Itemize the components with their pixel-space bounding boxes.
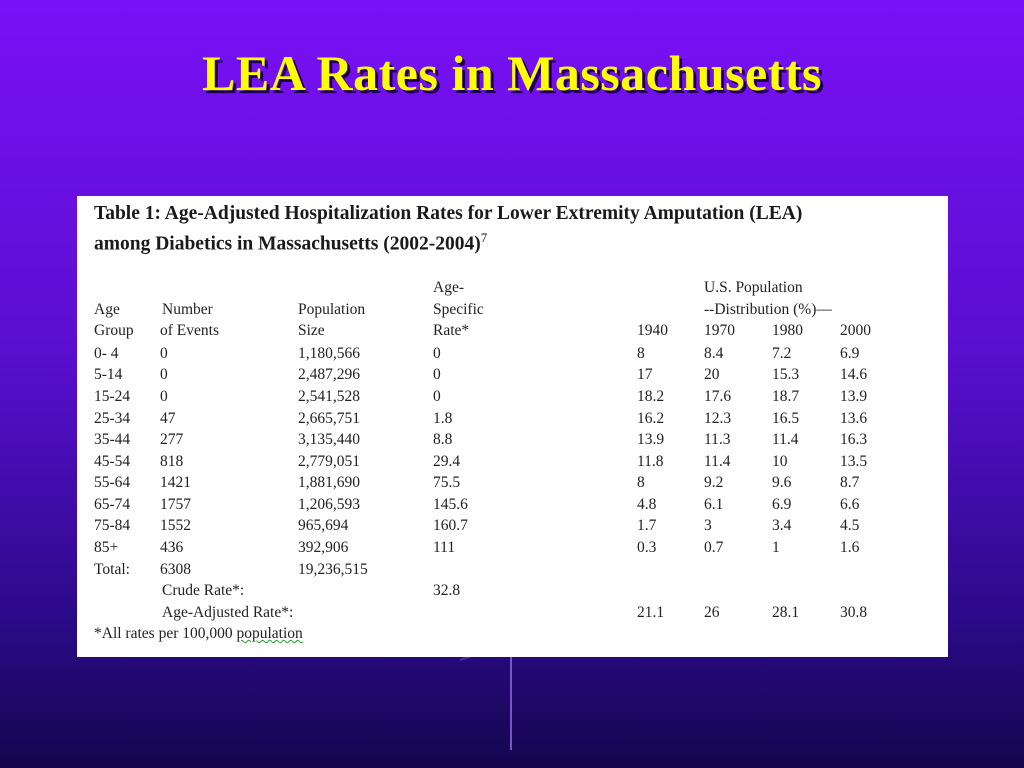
cell-population: 2,541,528 bbox=[298, 388, 360, 405]
caption-line-2-text: among Diabetics in Massachusetts (2002-2004) bbox=[94, 233, 481, 255]
slide-title: LEA Rates in Massachusetts bbox=[202, 45, 822, 101]
age-adjusted-rate-label: Age-Adjusted Rate*: bbox=[162, 604, 294, 621]
cell-1980: 16.5 bbox=[772, 410, 800, 427]
cell-1980: 10 bbox=[772, 453, 788, 470]
header-rate-line0: Age- bbox=[433, 279, 464, 296]
cell-1980: 18.7 bbox=[772, 388, 800, 405]
cell-1970: 6.1 bbox=[704, 496, 724, 513]
cell-1940: 0.3 bbox=[637, 539, 657, 556]
cell-1940: 8 bbox=[637, 345, 645, 362]
header-us-population: U.S. Population bbox=[704, 279, 803, 296]
cell-events: 1552 bbox=[160, 517, 191, 534]
cell-events: 1757 bbox=[160, 496, 191, 513]
cell-age: 5-14 bbox=[94, 366, 123, 383]
cell-1980: 3.4 bbox=[772, 517, 792, 534]
cell-rate: 1.8 bbox=[433, 410, 453, 427]
total-events: 6308 bbox=[160, 561, 191, 578]
header-year-2000: 2000 bbox=[840, 322, 871, 339]
cell-1970: 11.4 bbox=[704, 453, 731, 470]
cell-rate: 0 bbox=[433, 366, 441, 383]
cell-1980: 15.3 bbox=[772, 366, 800, 383]
header-distribution: --Distribution (%)— bbox=[704, 301, 832, 318]
table-caption bbox=[94, 202, 939, 257]
cell-1970: 17.6 bbox=[704, 388, 732, 405]
cell-1980: 9.6 bbox=[772, 474, 792, 491]
cell-rate: 75.5 bbox=[433, 474, 461, 491]
cell-population: 2,487,296 bbox=[298, 366, 360, 383]
header-population-line1: Population bbox=[298, 301, 366, 318]
footnote-text: *All rates per 100,000 bbox=[94, 625, 237, 642]
cell-2000: 14.6 bbox=[840, 366, 868, 383]
cell-age: 85+ bbox=[94, 539, 119, 556]
table-footnote bbox=[94, 625, 303, 643]
cell-age: 55-64 bbox=[94, 474, 131, 491]
header-year-1970: 1970 bbox=[704, 322, 735, 339]
header-age-line1: Age bbox=[94, 301, 120, 318]
cell-events: 818 bbox=[160, 453, 184, 470]
cell-age: 75-84 bbox=[94, 517, 131, 534]
cell-events: 0 bbox=[160, 388, 168, 405]
header-events-line1: Number bbox=[162, 301, 213, 318]
cell-1940: 11.8 bbox=[637, 453, 664, 470]
cell-population: 392,906 bbox=[298, 539, 349, 556]
cell-2000: 6.9 bbox=[840, 345, 860, 362]
adjusted-1980: 28.1 bbox=[772, 604, 800, 621]
adjusted-2000: 30.8 bbox=[840, 604, 868, 621]
cell-population: 2,665,751 bbox=[298, 410, 360, 427]
cell-1970: 8.4 bbox=[704, 345, 724, 362]
cell-1970: 3 bbox=[704, 517, 712, 534]
cell-age: 45-54 bbox=[94, 453, 131, 470]
header-year-1980: 1980 bbox=[772, 322, 803, 339]
crude-rate-label: Crude Rate*: bbox=[162, 582, 245, 599]
caption-line-1: Table 1: Age-Adjusted Hospitalization Rates for Lower Extremity Amputation (LEA) bbox=[94, 203, 803, 224]
cell-age: 15-24 bbox=[94, 388, 131, 405]
cell-population: 2,779,051 bbox=[298, 453, 360, 470]
cell-1940: 16.2 bbox=[637, 410, 665, 427]
caption-reference: 7 bbox=[480, 230, 488, 245]
table-panel bbox=[77, 196, 948, 657]
cell-events: 436 bbox=[160, 539, 184, 556]
cell-rate: 8.8 bbox=[433, 431, 453, 448]
cell-1940: 13.9 bbox=[637, 431, 665, 448]
cell-rate: 0 bbox=[433, 388, 441, 405]
cell-1940: 8 bbox=[637, 474, 645, 491]
header-events-line2: of Events bbox=[160, 322, 219, 339]
cell-1970: 11.3 bbox=[704, 431, 731, 448]
cell-population: 1,881,690 bbox=[298, 474, 360, 491]
crude-rate-value: 32.8 bbox=[433, 582, 461, 599]
header-rate-line2: Rate* bbox=[433, 322, 470, 339]
cell-1980: 11.4 bbox=[772, 431, 799, 448]
cell-1940: 17 bbox=[637, 366, 653, 383]
cell-1970: 12.3 bbox=[704, 410, 732, 427]
cell-2000: 16.3 bbox=[840, 431, 868, 448]
cell-events: 0 bbox=[160, 366, 168, 383]
cell-2000: 4.5 bbox=[840, 517, 860, 534]
cell-1980: 6.9 bbox=[772, 496, 792, 513]
cell-2000: 6.6 bbox=[840, 496, 860, 513]
adjusted-1970: 26 bbox=[704, 604, 720, 621]
caption-line-2 bbox=[94, 226, 939, 257]
header-rate-line1: Specific bbox=[433, 301, 484, 318]
adjusted-1940: 21.1 bbox=[637, 604, 665, 621]
cell-age: 0- 4 bbox=[94, 345, 119, 362]
cell-1970: 20 bbox=[704, 366, 720, 383]
cell-2000: 13.5 bbox=[840, 453, 868, 470]
cell-rate: 145.6 bbox=[433, 496, 468, 513]
cell-rate: 29.4 bbox=[433, 453, 461, 470]
cell-age: 25-34 bbox=[94, 410, 131, 427]
cell-1970: 0.7 bbox=[704, 539, 724, 556]
cell-rate: 0 bbox=[433, 345, 441, 362]
cell-population: 965,694 bbox=[298, 517, 349, 534]
cell-events: 1421 bbox=[160, 474, 191, 491]
cell-1980: 7.2 bbox=[772, 345, 792, 362]
cell-1940: 18.2 bbox=[637, 388, 665, 405]
cell-2000: 13.6 bbox=[840, 410, 868, 427]
cell-1980: 1 bbox=[772, 539, 780, 556]
cell-population: 1,206,593 bbox=[298, 496, 360, 513]
cell-2000: 1.6 bbox=[840, 539, 860, 556]
footnote-population-word: population bbox=[236, 625, 303, 642]
cell-events: 47 bbox=[160, 410, 176, 427]
cell-age: 65-74 bbox=[94, 496, 131, 513]
cell-population: 1,180,566 bbox=[298, 345, 360, 362]
cell-1970: 9.2 bbox=[704, 474, 724, 491]
cell-rate: 160.7 bbox=[433, 517, 468, 534]
cell-1940: 4.8 bbox=[637, 496, 657, 513]
cell-1940: 1.7 bbox=[637, 517, 657, 534]
cell-age: 35-44 bbox=[94, 431, 131, 448]
cell-rate: 111 bbox=[433, 539, 456, 556]
header-year-1940: 1940 bbox=[637, 322, 668, 339]
cell-2000: 8.7 bbox=[840, 474, 860, 491]
header-age-line2: Group bbox=[94, 322, 134, 339]
total-population: 19,236,515 bbox=[298, 561, 368, 578]
total-label: Total: bbox=[94, 561, 130, 578]
cell-2000: 13.9 bbox=[840, 388, 868, 405]
cell-population: 3,135,440 bbox=[298, 431, 360, 448]
header-population-line2: Size bbox=[298, 322, 325, 339]
cell-events: 277 bbox=[160, 431, 184, 448]
cell-events: 0 bbox=[160, 345, 168, 362]
